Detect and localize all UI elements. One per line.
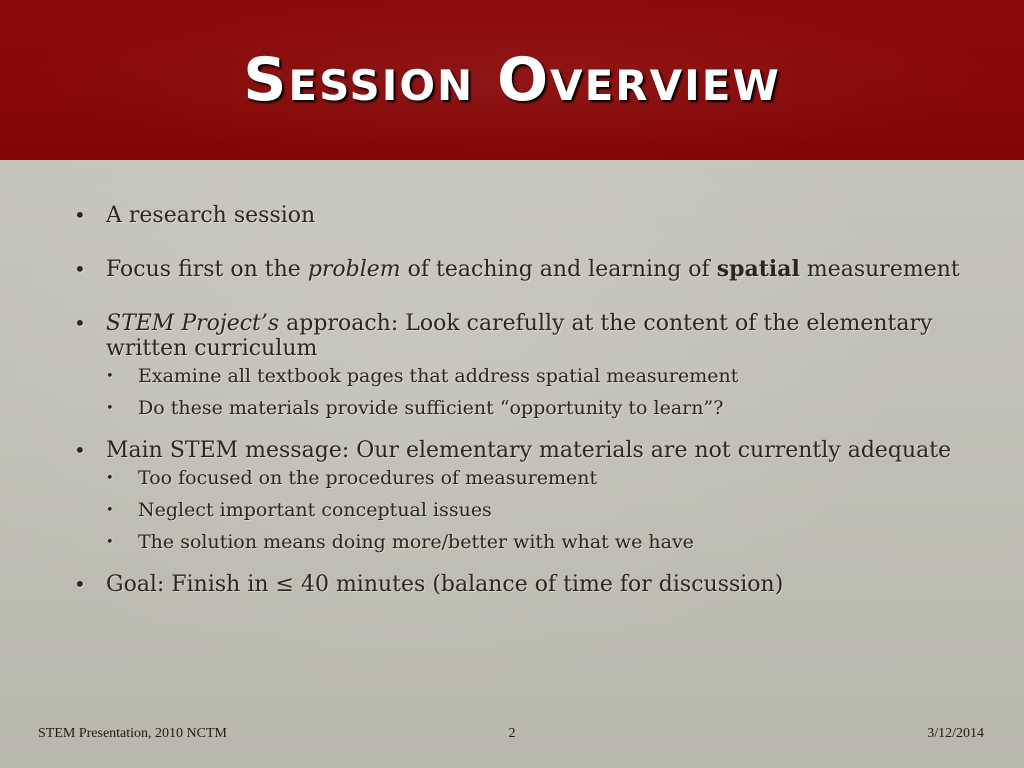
bullet-icon: • — [74, 203, 86, 227]
sub-bullet-icon: • — [106, 535, 114, 550]
bullet-text: A research session — [106, 203, 316, 228]
sub-bullet-item — [74, 499, 974, 522]
bold-text: spatial — [716, 256, 800, 282]
sub-bullet-text: Too focused on the procedures of measurement — [138, 467, 598, 489]
footer-date: 3/12/2014 — [927, 726, 984, 741]
sub-bullet-text: The solution means doing more/better with what we have — [138, 531, 694, 553]
bullet-text: Main STEM message: Our elementary materials are not currently adequate — [106, 438, 952, 463]
sub-bullet-item — [74, 365, 974, 388]
bullet-text-part: measurement — [799, 257, 960, 282]
slide-title: Session Overview — [243, 45, 781, 115]
bullet-item — [74, 257, 974, 282]
bullet-item — [74, 572, 974, 597]
bullet-list — [74, 203, 974, 626]
bullet-text-part: Focus first on the — [106, 257, 308, 282]
title-banner — [0, 0, 1024, 160]
sub-bullet-item — [74, 467, 974, 490]
bullet-item — [74, 438, 974, 463]
sub-bullet-icon: • — [106, 401, 114, 416]
bullet-text-part: approach: Look carefully at the content of the elementary written curriculum — [106, 311, 933, 361]
sub-bullet-item — [74, 531, 974, 554]
bullet-icon: • — [74, 257, 86, 281]
sub-bullet-list — [74, 467, 974, 554]
footer-presentation-name: STEM Presentation, 2010 NCTM — [38, 726, 227, 741]
emphasis-text: STEM Project’s — [106, 311, 280, 336]
bullet-icon: • — [74, 311, 86, 335]
sub-bullet-text: Examine all textbook pages that address spatial measurement — [138, 365, 739, 387]
sub-bullet-icon: • — [106, 471, 114, 486]
bullet-icon: • — [74, 438, 86, 462]
bullet-item — [74, 311, 974, 361]
bullet-item — [74, 203, 974, 228]
bullet-icon: • — [74, 572, 86, 596]
bullet-text-part: of teaching and learning of — [400, 257, 717, 282]
sub-bullet-list — [74, 365, 974, 420]
sub-bullet-icon: • — [106, 503, 114, 518]
sub-bullet-icon: • — [106, 369, 114, 384]
sub-bullet-text: Neglect important conceptual issues — [138, 499, 492, 521]
sub-bullet-item — [74, 397, 974, 420]
bullet-text: Goal: Finish in ≤ 40 minutes (balance of time for discussion) — [106, 572, 784, 597]
emphasis-text: problem — [307, 257, 401, 282]
slide-number: 2 — [508, 726, 516, 741]
sub-bullet-text: Do these materials provide sufficient “opportunity to learn”? — [138, 397, 724, 419]
